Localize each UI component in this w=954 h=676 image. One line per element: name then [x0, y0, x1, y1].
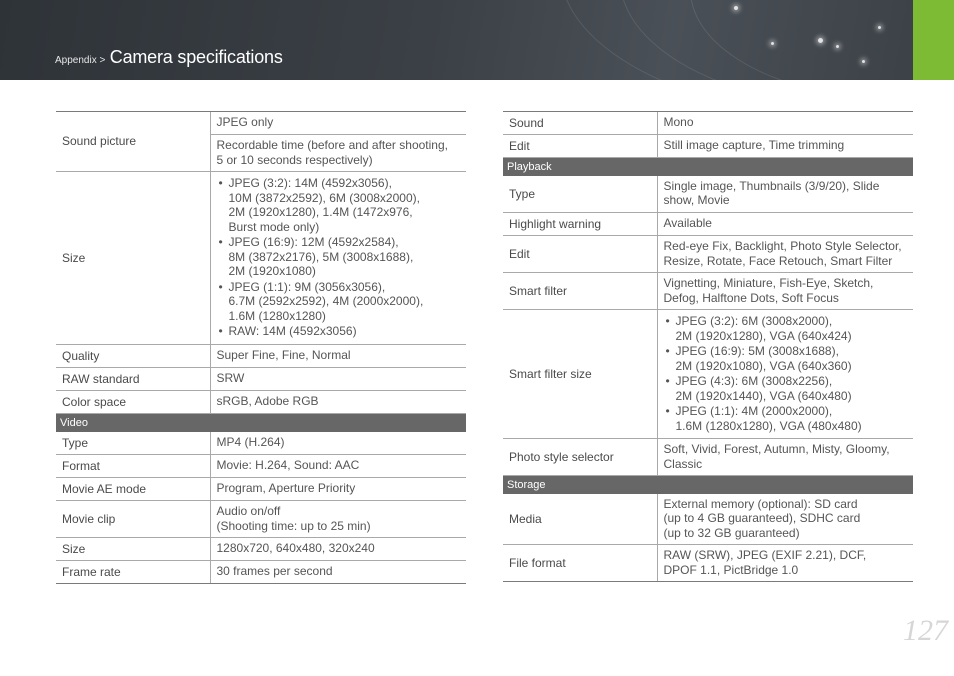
- page-title: Camera specifications: [109, 47, 283, 67]
- list-item: [664, 314, 908, 343]
- table-row: [56, 345, 466, 368]
- spec-table-right: [503, 111, 913, 582]
- table-row: [503, 236, 913, 273]
- row-value: [657, 176, 913, 213]
- value-line: • JPEG (1:1): 9M (3056x3056),: [228, 279, 386, 294]
- table-row: [503, 494, 913, 545]
- row-value: SRW: [210, 368, 466, 391]
- row-value: 30 frames per second: [210, 561, 466, 584]
- table-row: [56, 432, 466, 455]
- section-header-row: [503, 476, 913, 494]
- row-label: File format: [503, 545, 657, 582]
- list-item: [664, 374, 908, 403]
- row-label: Smart filter: [503, 273, 657, 310]
- sparkle-icon: [878, 26, 881, 29]
- value-line: 2M (1920x1280), VGA (640x424): [675, 328, 852, 343]
- value-line: Soft, Vivid, Forest, Autumn, Misty, Gloomy,: [663, 442, 890, 456]
- row-value: JPEG only: [210, 112, 466, 135]
- row-label: Photo style selector: [503, 439, 657, 476]
- row-label: Edit: [503, 236, 657, 273]
- value-line: 6.7M (2592x2592), 4M (2000x2000),: [228, 294, 424, 309]
- table-row: [56, 478, 466, 501]
- value-line: Defog, Halftone Dots, Soft Focus: [663, 290, 839, 305]
- value-line: Audio on/off: [216, 504, 281, 518]
- row-label: Quality: [56, 345, 210, 368]
- row-label: Highlight warning: [503, 213, 657, 236]
- row-label: Size: [56, 538, 210, 561]
- value-line: 1.6M (1280x1280), VGA (480x480): [675, 418, 862, 433]
- sparkle-icon: [862, 60, 865, 63]
- row-label: Type: [503, 176, 657, 213]
- row-value: [657, 439, 913, 476]
- table-row: [503, 135, 913, 158]
- table-row: [503, 439, 913, 476]
- bullet-list: [664, 314, 908, 433]
- list-item: [664, 404, 908, 433]
- sparkle-icon: [818, 38, 823, 43]
- table-row: [56, 501, 466, 538]
- row-label: Movie AE mode: [56, 478, 210, 501]
- value-line: RAW (SRW), JPEG (EXIF 2.21), DCF,: [663, 548, 867, 562]
- row-value: Available: [657, 213, 913, 236]
- list-item: [217, 176, 461, 234]
- page-header: [0, 0, 954, 80]
- row-value: [657, 236, 913, 273]
- value-line: Burst mode only): [228, 219, 320, 234]
- section-header: Video: [56, 414, 466, 432]
- row-value: [210, 135, 466, 172]
- value-line: • JPEG (3:2): 14M (4592x3056),: [228, 176, 392, 191]
- row-label: Frame rate: [56, 561, 210, 584]
- value-line: 1.6M (1280x1280): [228, 308, 326, 323]
- value-line: Classic: [663, 456, 703, 471]
- table-row: [56, 112, 466, 135]
- breadcrumb-prefix: Appendix >: [55, 55, 106, 66]
- row-value: [657, 273, 913, 310]
- sparkle-icon: [771, 42, 774, 45]
- value-line: Red-eye Fix, Backlight, Photo Style Selector,: [663, 239, 902, 253]
- row-value: Mono: [657, 112, 913, 135]
- value-line: show, Movie: [663, 193, 730, 208]
- row-value: Program, Aperture Priority: [210, 478, 466, 501]
- value-line: (up to 4 GB guaranteed), SDHC card: [663, 511, 861, 525]
- value-line: Recordable time (before and after shooting,: [216, 138, 448, 152]
- list-item: [664, 344, 908, 373]
- value-line: DPOF 1.1, PictBridge 1.0: [663, 562, 799, 577]
- value-line: • JPEG (1:1): 4M (2000x2000),: [675, 404, 833, 418]
- table-row: [503, 176, 913, 213]
- table-row: [503, 310, 913, 439]
- value-line: • RAW: 14M (4592x3056): [228, 324, 357, 339]
- value-line: External memory (optional): SD card: [663, 496, 858, 511]
- table-row: [56, 561, 466, 584]
- value-line: • JPEG (3:2): 6M (3008x2000),: [675, 314, 833, 328]
- section-header-row: [56, 414, 466, 432]
- value-line: Vignetting, Miniature, Fish-Eye, Sketch,: [663, 276, 874, 290]
- value-line: 2M (1920x1440), VGA (640x480): [675, 388, 852, 403]
- row-value: [210, 501, 466, 538]
- section-header: Playback: [503, 158, 913, 176]
- row-label: Type: [56, 432, 210, 455]
- breadcrumb: [55, 47, 283, 68]
- row-value: Still image capture, Time trimming: [657, 135, 913, 158]
- row-value: 1280x720, 640x480, 320x240: [210, 538, 466, 561]
- row-value: sRGB, Adobe RGB: [210, 391, 466, 414]
- value-line: Single image, Thumbnails (3/9/20), Slide: [663, 178, 880, 193]
- value-line: Resize, Rotate, Face Retouch, Smart Filter: [663, 253, 893, 268]
- row-label: Format: [56, 455, 210, 478]
- row-value: Super Fine, Fine, Normal: [210, 345, 466, 368]
- value-line: 2M (1920x1080), VGA (640x360): [675, 358, 852, 373]
- value-line: 10M (3872x2592), 6M (3008x2000),: [228, 190, 420, 205]
- table-row: [503, 213, 913, 236]
- row-label: Sound: [503, 112, 657, 135]
- sparkle-icon: [836, 45, 839, 48]
- value-line: • JPEG (4:3): 6M (3008x2256),: [675, 374, 833, 388]
- row-label: Smart filter size: [503, 310, 657, 439]
- table-row: [503, 112, 913, 135]
- row-value: [657, 494, 913, 545]
- row-label: RAW standard: [56, 368, 210, 391]
- row-value: [657, 545, 913, 582]
- list-item: [217, 324, 461, 339]
- table-row: [56, 172, 466, 345]
- table-row: [56, 455, 466, 478]
- row-label: Media: [503, 494, 657, 545]
- value-line: 8M (3872x2176), 5M (3008x1688),: [228, 249, 414, 264]
- row-value: [210, 172, 466, 345]
- table-row: [56, 538, 466, 561]
- value-line: 5 or 10 seconds respectively): [216, 152, 373, 167]
- table-row: [56, 368, 466, 391]
- value-line: • JPEG (16:9): 12M (4592x2584),: [228, 235, 399, 250]
- bullet-list: [217, 176, 461, 339]
- value-line: (up to 32 GB guaranteed): [663, 525, 800, 540]
- row-label: Movie clip: [56, 501, 210, 538]
- row-value: [657, 310, 913, 439]
- row-label: Edit: [503, 135, 657, 158]
- section-header: Storage: [503, 476, 913, 494]
- row-value: Movie: H.264, Sound: AAC: [210, 455, 466, 478]
- list-item: [217, 280, 461, 324]
- section-header-row: [503, 158, 913, 176]
- table-row: [503, 545, 913, 582]
- list-item: [217, 235, 461, 279]
- page-number: 127: [903, 614, 948, 647]
- row-label: Color space: [56, 391, 210, 414]
- row-label: Size: [56, 172, 210, 345]
- section-tab: [913, 0, 954, 80]
- value-line: • JPEG (16:9): 5M (3008x1688),: [675, 344, 839, 358]
- value-line: (Shooting time: up to 25 min): [216, 518, 371, 533]
- table-row: [503, 273, 913, 310]
- sparkle-icon: [734, 6, 738, 10]
- table-row: [56, 391, 466, 414]
- value-line: 2M (1920x1080): [228, 264, 316, 279]
- row-label: Sound picture: [56, 112, 210, 172]
- row-value: MP4 (H.264): [210, 432, 466, 455]
- value-line: 2M (1920x1280), 1.4M (1472x976,: [228, 205, 413, 220]
- spec-table-left: [56, 111, 466, 584]
